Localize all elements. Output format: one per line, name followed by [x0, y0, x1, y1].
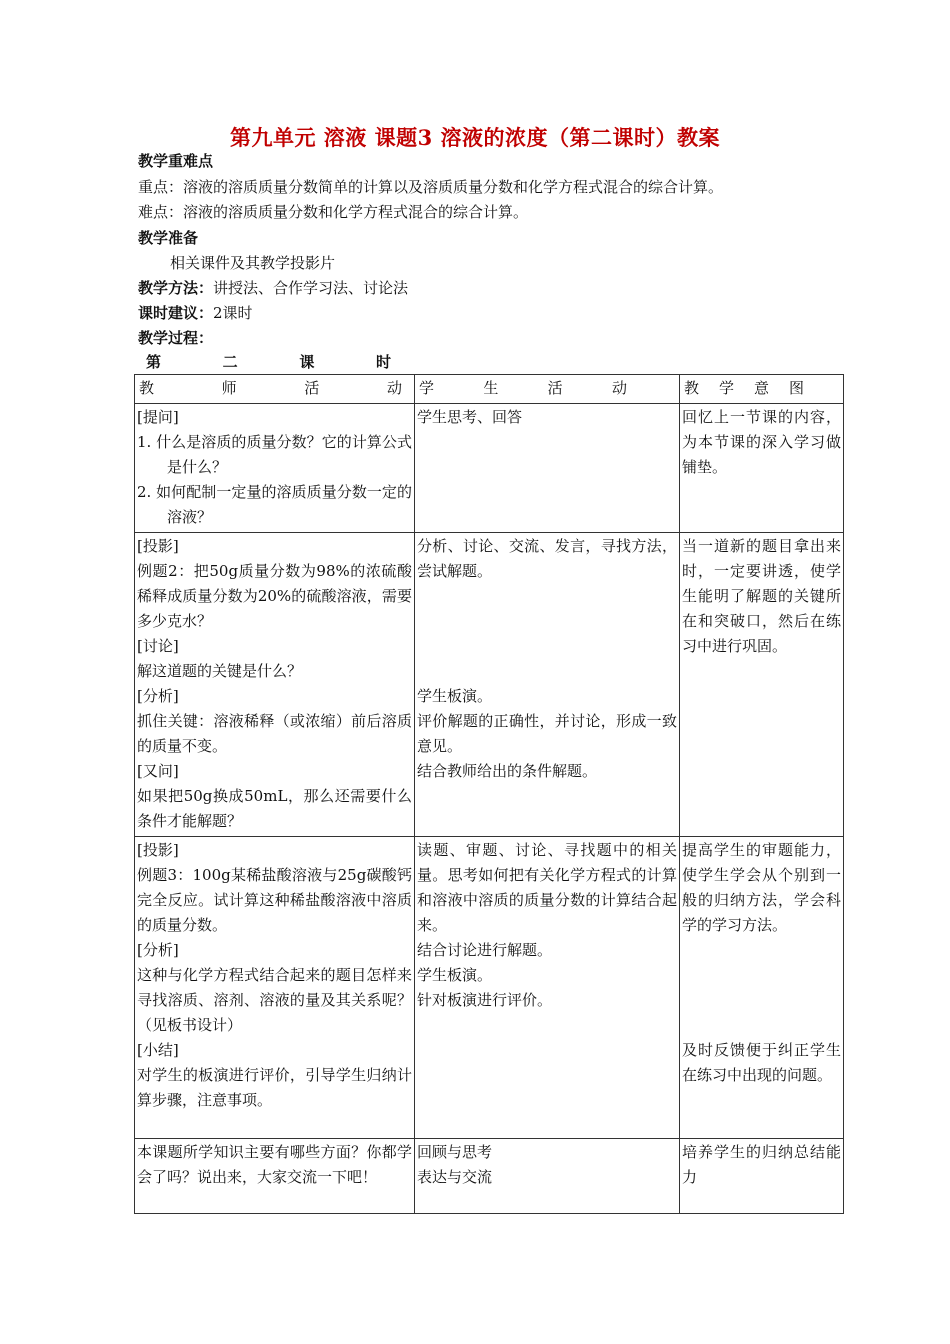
header-char: 意	[753, 379, 769, 397]
header-char: 学	[718, 379, 734, 397]
cell-text: [投影]	[137, 841, 179, 859]
lesson-table	[134, 374, 844, 1214]
hard-point: 难点：溶液的溶质质量分数和化学方程式混合的综合计算。	[138, 203, 529, 221]
cell-text: 学生思考、回答	[417, 408, 523, 426]
header-char: 教	[139, 379, 155, 397]
cell-text: 结合教师给出的条件解题。	[417, 762, 598, 780]
table-row	[135, 837, 844, 1139]
header-char: 学	[419, 379, 435, 397]
header-char: 师	[221, 379, 237, 397]
header-char: 动	[386, 379, 402, 397]
teacher-cell	[135, 1139, 415, 1214]
teacher-cell	[135, 404, 415, 533]
spacer	[417, 609, 677, 634]
document-title: 第九单元 溶液 课题3 溶液的浓度（第二课时）教案	[229, 125, 721, 150]
cell-text: 培养学生的归纳总结能力	[682, 1143, 841, 1186]
cell-text: 评价解题的正确性，并讨论，形成一致意见。	[417, 712, 677, 755]
cell-text: [讨论]	[137, 637, 179, 655]
header-teacher	[135, 375, 415, 404]
cell-text: [分析]	[137, 687, 179, 705]
spacer	[417, 659, 677, 684]
cell-text: 表达与交流	[417, 1168, 493, 1186]
cell-text: 本课题所学知识主要有哪些方面？你都学会了吗？说出来，大家交流一下吧！	[137, 1143, 412, 1186]
cell-text: 对学生的板演进行评价，引导学生归纳计算步骤，注意事项。	[137, 1066, 412, 1109]
intent-cell	[680, 1139, 844, 1214]
hours-label: 课时建议：	[138, 304, 214, 322]
cell-text: 分析、讨论、交流、发言，寻找方法，尝试解题。	[417, 537, 677, 580]
cell-text: 这种与化学方程式结合起来的题目怎样来寻找溶质、溶剂、溶液的量及其关系呢？（见板书设计）	[137, 966, 412, 1034]
cell-text: 及时反馈便于纠正学生在练习中出现的问题。	[682, 1041, 841, 1084]
cell-text: 提高学生的审题能力，使学生学会从个别到一般的归纳方法，学会科学的学习方法。	[682, 841, 841, 934]
method-line	[138, 277, 408, 299]
cell-text: 如果把50g换成50mL，那么还需要什么条件才能解题？	[137, 787, 412, 830]
lesson-char: 时	[375, 353, 391, 371]
cell-text: 回忆上一节课的内容，为本节课的深入学习做铺垫。	[682, 408, 841, 476]
cell-text: 2. 如何配制一定量的溶质质量分数一定的溶液？	[137, 483, 412, 526]
header-intent	[680, 375, 844, 404]
cell-text: [分析]	[137, 941, 179, 959]
method-label: 教学方法：	[138, 279, 214, 297]
spacer	[682, 938, 841, 963]
cell-text: 1. 什么是溶质的质量分数？它的计算公式是什么？	[137, 433, 412, 476]
hours-text: 2课时	[213, 304, 253, 322]
header-char: 图	[788, 379, 804, 397]
lesson-char: 第	[146, 353, 162, 371]
student-cell	[415, 1139, 680, 1214]
key-point: 重点：溶液的溶质质量分数简单的计算以及溶质质量分数和化学方程式混合的综合计算。	[138, 178, 724, 196]
intent-cell	[680, 533, 844, 837]
cell-text: 结合讨论进行解题。	[417, 941, 553, 959]
spacer	[417, 634, 677, 659]
cell-text: 回顾与思考	[417, 1143, 493, 1161]
cell-text: 解这道题的关键是什么？	[137, 662, 303, 680]
table-row	[135, 533, 844, 837]
student-cell	[415, 837, 680, 1139]
cell-text: 例题3：100g某稀盐酸溶液与25g碳酸钙完全反应。试计算这种稀盐酸溶液中溶质的质量分数。	[137, 866, 412, 934]
header-char: 生	[483, 379, 499, 397]
header-student	[415, 375, 680, 404]
table-row	[135, 1139, 844, 1214]
spacer	[682, 1013, 841, 1038]
student-cell	[415, 533, 680, 837]
spacer	[417, 584, 677, 609]
cell-text: 针对板演进行评价。	[417, 991, 553, 1009]
spacer	[682, 963, 841, 988]
cell-text: [投影]	[137, 537, 179, 555]
intent-cell	[680, 404, 844, 533]
cell-text: [小结]	[137, 1041, 179, 1059]
header-char: 动	[611, 379, 627, 397]
cell-text: [提问]	[137, 408, 179, 426]
cell-text: 学生板演。	[417, 966, 493, 984]
header-char: 活	[547, 379, 563, 397]
cell-text: [又问]	[137, 762, 179, 780]
cell-text: 学生板演。	[417, 687, 493, 705]
cell-text: 抓住关键：溶液稀释（或浓缩）前后溶质的质量不变。	[137, 712, 412, 755]
lesson-label	[146, 351, 391, 373]
cell-text: 读题、审题、讨论、寻找题中的相关量。思考如何把有关化学方程式的计算和溶液中溶质的质量分数的计算结合起来。	[417, 841, 677, 934]
intent-cell	[680, 837, 844, 1139]
method-text: 讲授法、合作学习法、讨论法	[213, 279, 409, 297]
student-cell	[415, 404, 680, 533]
lesson-char: 课	[299, 353, 315, 371]
lesson-char: 二	[222, 353, 238, 371]
prep-text: 相关课件及其教学投影片	[170, 254, 336, 272]
hours-line	[138, 302, 253, 324]
difficulty-heading: 教学重难点	[138, 152, 214, 170]
table-row	[135, 404, 844, 533]
process-heading: 教学过程：	[138, 329, 214, 347]
prep-heading: 教学准备	[138, 229, 199, 247]
table-header-row	[135, 375, 844, 404]
cell-text: 当一道新的题目拿出来时，一定要讲透，使学生能明了解题的关键所在和突破口，然后在练习中进行巩固。	[682, 537, 841, 655]
cell-text: 例题2：把50g质量分数为98%的浓硫酸稀释成质量分数为20%的硫酸溶液，需要多少克水？	[137, 562, 412, 630]
spacer	[682, 988, 841, 1013]
teacher-cell	[135, 533, 415, 837]
header-char: 活	[304, 379, 320, 397]
teacher-cell	[135, 837, 415, 1139]
header-char: 教	[684, 379, 700, 397]
